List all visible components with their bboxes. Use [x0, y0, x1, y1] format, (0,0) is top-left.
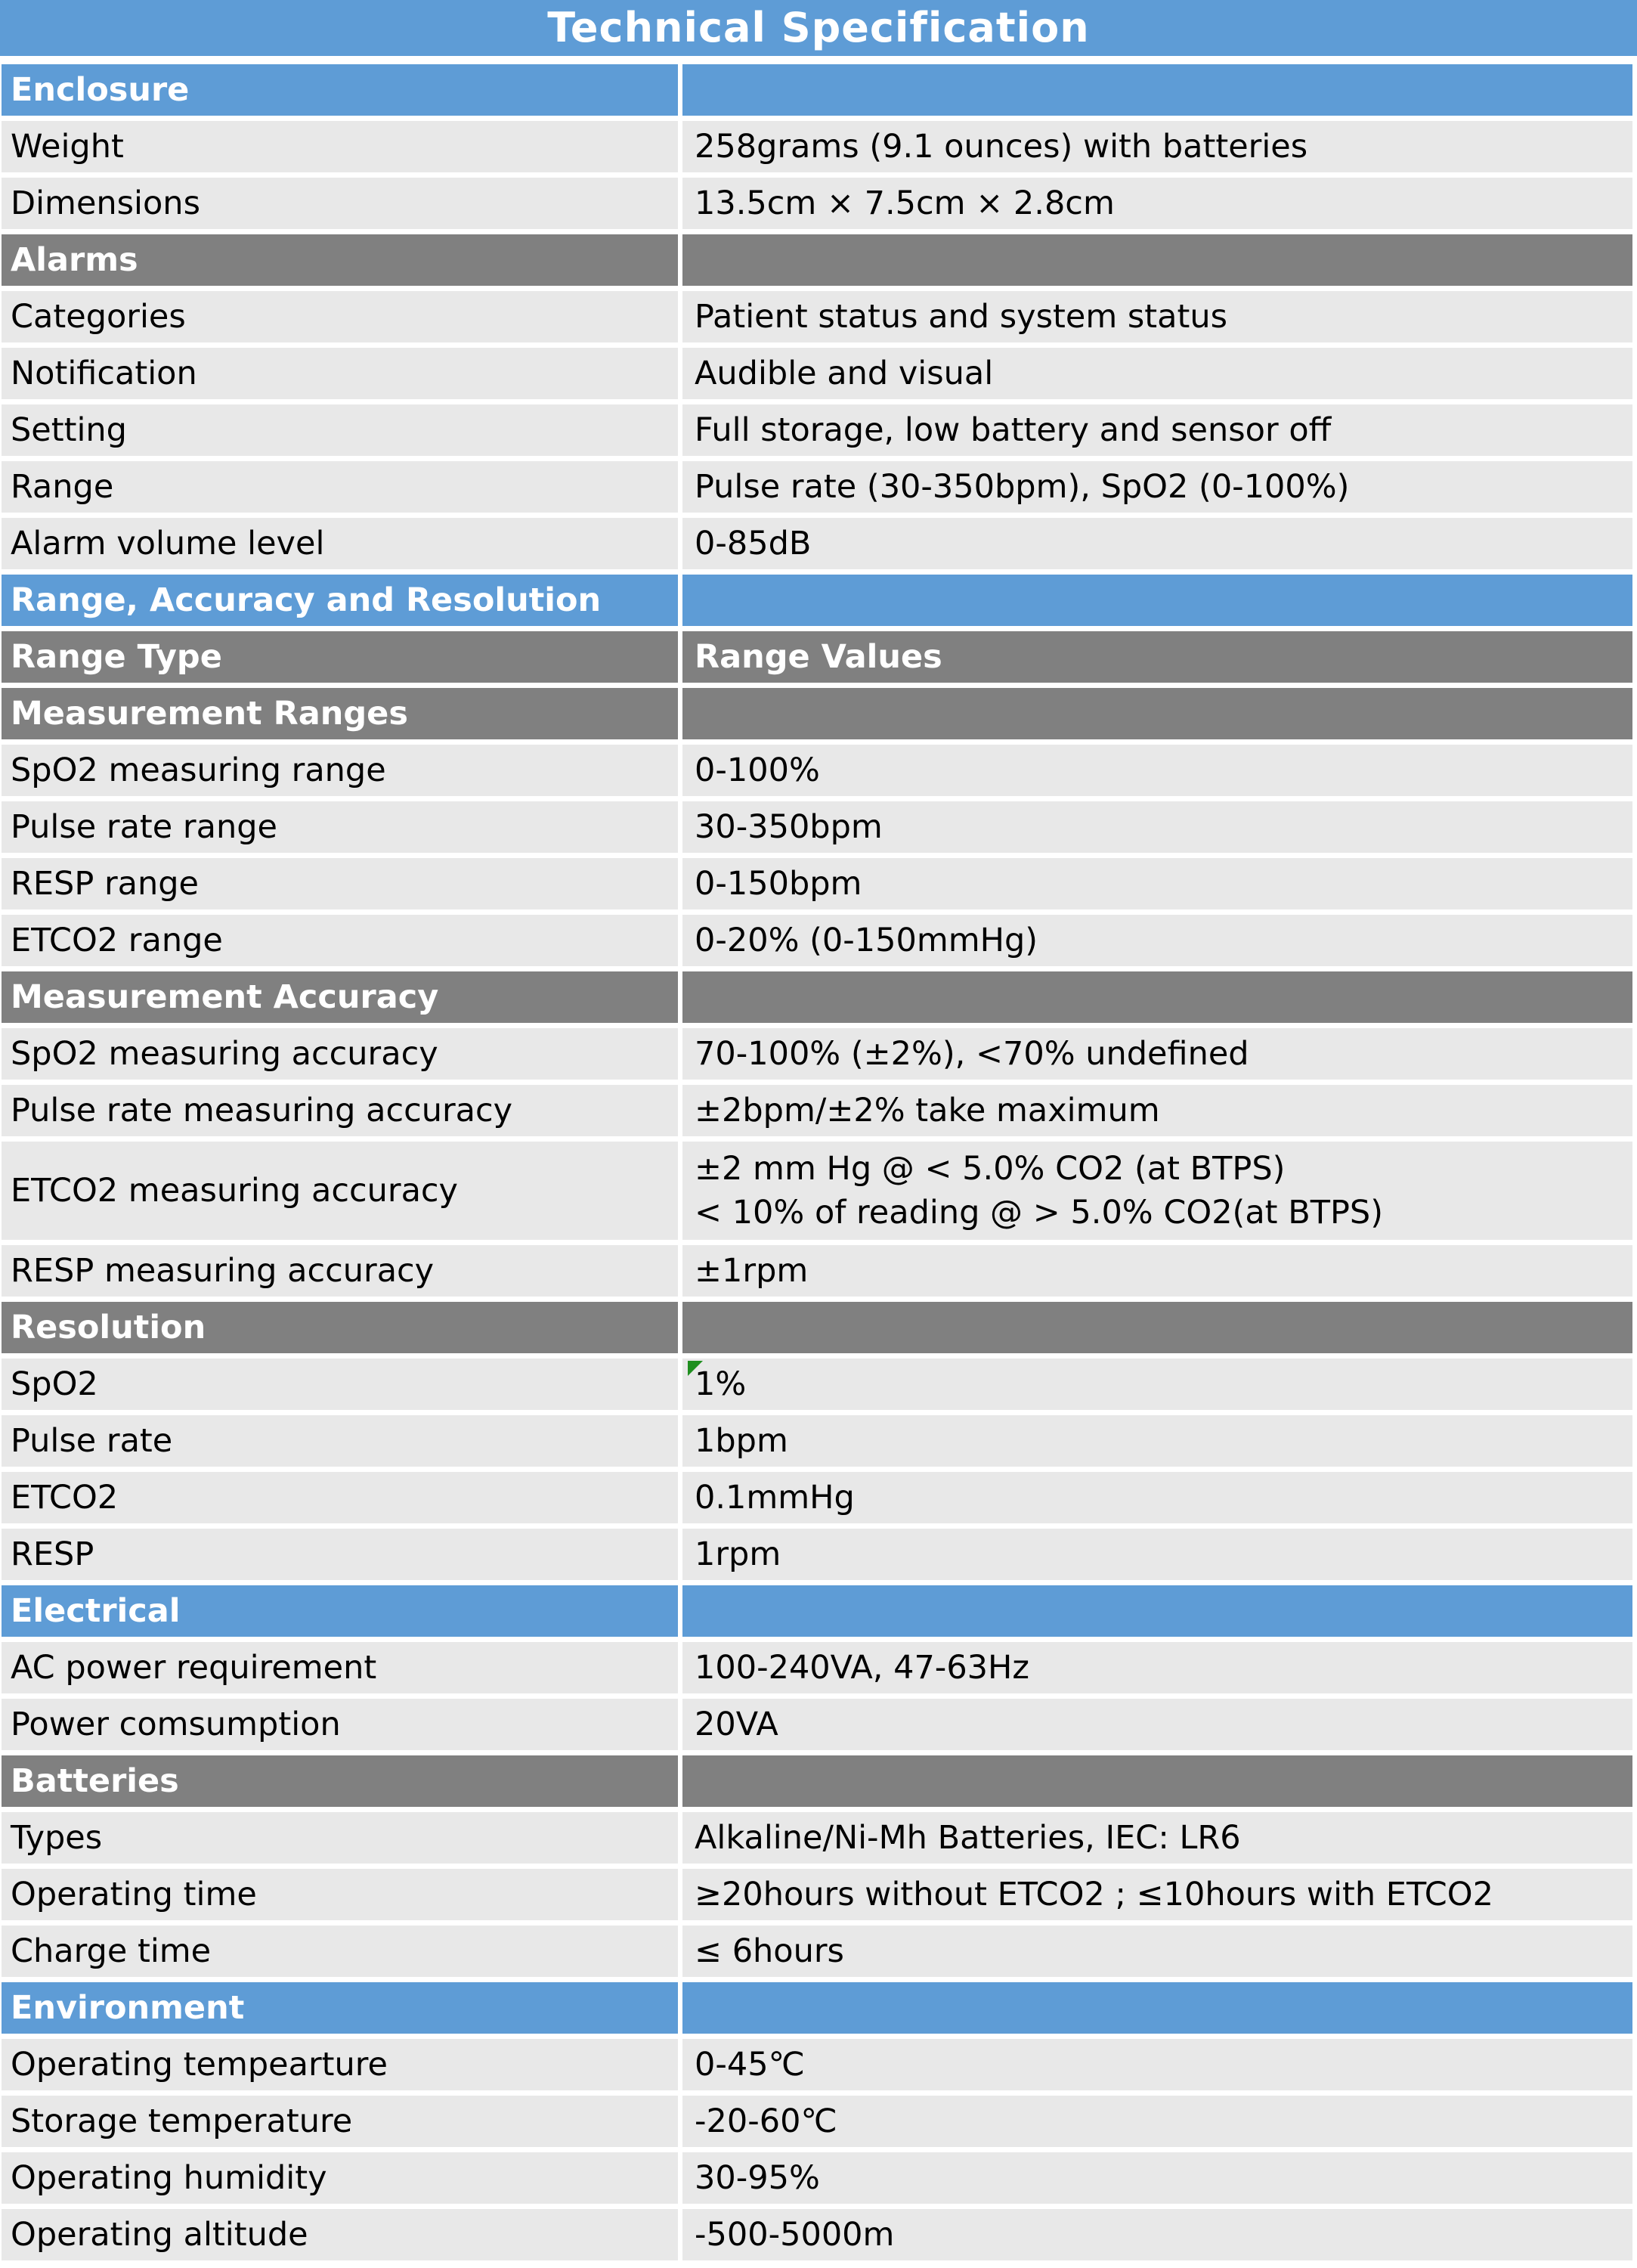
table-row [2, 1812, 1632, 1864]
table-row [2, 178, 1632, 229]
section-header-row [2, 631, 1632, 683]
table-row [2, 348, 1632, 399]
table-row [2, 291, 1632, 342]
spec-value: 0.1mmHg [682, 1472, 1632, 1523]
section-header-row [2, 64, 1632, 116]
section-header-label: Measurement Accuracy [2, 971, 682, 1023]
spec-value: 0-150bpm [682, 858, 1632, 909]
section-header-value [682, 1585, 1632, 1637]
spec-value-line: < 10% of reading @ > 5.0% CO2(at BTPS) [695, 1194, 1383, 1232]
spec-label: Weight [2, 121, 682, 172]
section-header-row [2, 1302, 1632, 1353]
spec-value: ≥20hours without ETCO2 ; ≤10hours with ETCO2 [682, 1869, 1632, 1920]
section-header-value [682, 575, 1632, 626]
spec-table [2, 59, 1632, 2266]
spec-label: Charge time [2, 1926, 682, 1977]
section-header-row [2, 688, 1632, 739]
spec-value: Pulse rate (30-350bpm), SpO2 (0-100%) [682, 461, 1632, 513]
page-title: Technical Specification [0, 0, 1637, 56]
spec-label: SpO2 measuring range [2, 745, 682, 796]
table-row [2, 2152, 1632, 2204]
spec-label: ETCO2 [2, 1472, 682, 1523]
section-header-value [682, 688, 1632, 739]
table-row [2, 1028, 1632, 1080]
spec-value: 1rpm [682, 1529, 1632, 1580]
spec-value: ≤ 6hours [682, 1926, 1632, 1977]
spec-label: Range [2, 461, 682, 513]
spec-label: SpO2 measuring accuracy [2, 1028, 682, 1080]
spec-label: Pulse rate [2, 1415, 682, 1467]
spec-label: Pulse rate measuring accuracy [2, 1085, 682, 1136]
table-row [2, 858, 1632, 909]
spec-label: RESP [2, 1529, 682, 1580]
section-header-value [682, 1755, 1632, 1807]
spec-value: Full storage, low battery and sensor off [682, 404, 1632, 456]
section-header-row [2, 971, 1632, 1023]
spec-label: SpO2 [2, 1359, 682, 1410]
spec-label: Operating altitude [2, 2209, 682, 2260]
spec-label: AC power requirement [2, 1642, 682, 1693]
spec-value: 30-95% [682, 2152, 1632, 2204]
table-row [2, 2039, 1632, 2090]
section-header-label: Enclosure [2, 64, 682, 116]
section-header-label: Environment [2, 1982, 682, 2034]
section-header-row [2, 1982, 1632, 2034]
table-row [2, 801, 1632, 853]
spec-value: 0-100% [682, 745, 1632, 796]
spec-value: 100-240VA, 47-63Hz [682, 1642, 1632, 1693]
spec-value: Alkaline/Ni-Mh Batteries, IEC: LR6 [682, 1812, 1632, 1864]
spec-value: -500-5000m [682, 2209, 1632, 2260]
table-row [2, 1699, 1632, 1750]
spec-label: Pulse rate range [2, 801, 682, 853]
section-header-label: Batteries [2, 1755, 682, 1807]
spec-label: Setting [2, 404, 682, 456]
spec-table-body [2, 64, 1632, 2260]
spec-label: Types [2, 1812, 682, 1864]
section-header-value [682, 1982, 1632, 2034]
spec-label: Operating humidity [2, 2152, 682, 2204]
spec-value: 258grams (9.1 ounces) with batteries [682, 121, 1632, 172]
spec-label: Power comsumption [2, 1699, 682, 1750]
spec-label: ETCO2 measuring accuracy [2, 1142, 682, 1240]
spec-value: ±2bpm/±2% take maximum [682, 1085, 1632, 1136]
table-row [2, 2096, 1632, 2147]
spec-label: Storage temperature [2, 2096, 682, 2147]
spec-value: Audible and visual [682, 348, 1632, 399]
section-header-value [682, 64, 1632, 116]
table-row [2, 1926, 1632, 1977]
table-row [2, 518, 1632, 569]
spec-label: Operating tempearture [2, 2039, 682, 2090]
table-row [2, 915, 1632, 966]
table-row [2, 404, 1632, 456]
spec-label: Operating time [2, 1869, 682, 1920]
section-header-label: Range, Accuracy and Resolution [2, 575, 682, 626]
section-header-label: Alarms [2, 234, 682, 286]
spec-label: Alarm volume level [2, 518, 682, 569]
table-row [2, 1529, 1632, 1580]
spec-value: 1% [682, 1359, 1632, 1410]
section-header-value [682, 234, 1632, 286]
section-header-label: Resolution [2, 1302, 682, 1353]
spec-value: 0-45℃ [682, 2039, 1632, 2090]
spec-value: ±1rpm [682, 1245, 1632, 1297]
spec-label: Notification [2, 348, 682, 399]
spec-label: Categories [2, 291, 682, 342]
table-row [2, 1142, 1632, 1240]
cell-comment-marker [688, 1361, 703, 1376]
section-header-value: Range Values [682, 631, 1632, 683]
spec-value: 0-20% (0-150mmHg) [682, 915, 1632, 966]
table-row [2, 1472, 1632, 1523]
spec-value-line: ±2 mm Hg @ < 5.0% CO2 (at BTPS) [695, 1150, 1286, 1188]
section-header-row [2, 1585, 1632, 1637]
section-header-row [2, 234, 1632, 286]
spec-value: Patient status and system status [682, 291, 1632, 342]
spec-value: 1bpm [682, 1415, 1632, 1467]
spec-value: 13.5cm × 7.5cm × 2.8cm [682, 178, 1632, 229]
table-row [2, 1359, 1632, 1410]
section-header-row [2, 1755, 1632, 1807]
table-row [2, 1085, 1632, 1136]
spec-label: RESP range [2, 858, 682, 909]
spec-value: 20VA [682, 1699, 1632, 1750]
section-header-label: Electrical [2, 1585, 682, 1637]
section-header-label: Measurement Ranges [2, 688, 682, 739]
spec-value: -20-60℃ [682, 2096, 1632, 2147]
table-row [2, 1642, 1632, 1693]
table-row [2, 1869, 1632, 1920]
spec-label: ETCO2 range [2, 915, 682, 966]
table-row [2, 2209, 1632, 2260]
table-row [2, 461, 1632, 513]
section-header-label: Range Type [2, 631, 682, 683]
table-row [2, 1415, 1632, 1467]
spec-label: Dimensions [2, 178, 682, 229]
table-row [2, 121, 1632, 172]
section-header-value [682, 1302, 1632, 1353]
spec-label: RESP measuring accuracy [2, 1245, 682, 1297]
section-header-row [2, 575, 1632, 626]
spec-value [682, 1142, 1632, 1240]
section-header-value [682, 971, 1632, 1023]
spec-value: 0-85dB [682, 518, 1632, 569]
table-row [2, 745, 1632, 796]
spec-value: 70-100% (±2%), <70% undefined [682, 1028, 1632, 1080]
table-row [2, 1245, 1632, 1297]
spec-value: 30-350bpm [682, 801, 1632, 853]
